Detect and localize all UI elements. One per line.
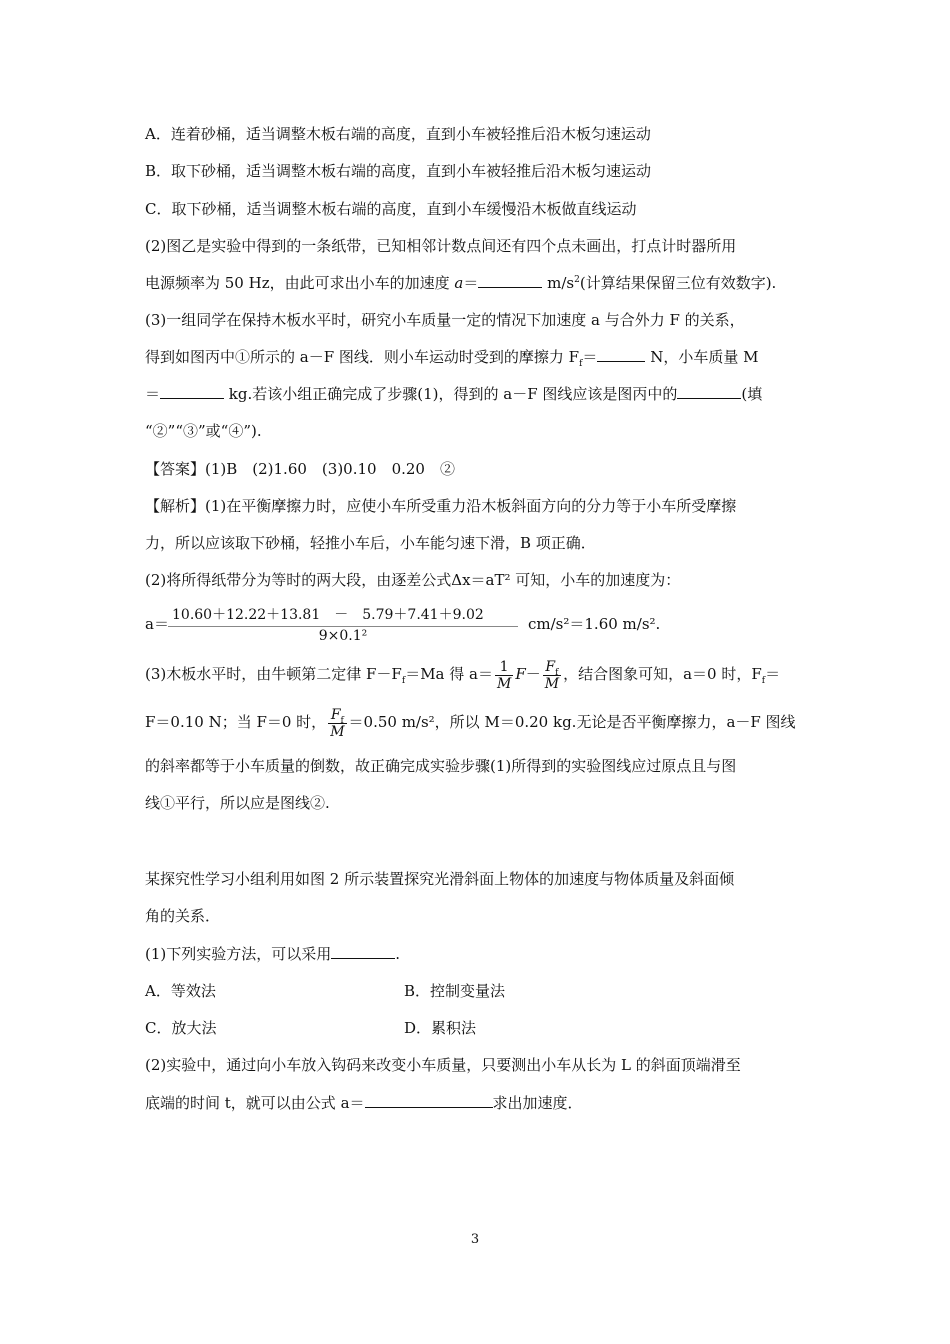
answer-blank-mass — [160, 384, 224, 399]
q2-option-b: B．控制变量法 — [404, 982, 506, 1000]
q2-part1: (1)下列实验方法，可以采用 . — [145, 945, 401, 963]
part3-line3: ＝ kg.若该小组正确完成了步骤(1)，得到的 a－F 图线应该是图丙中的 (填 — [145, 385, 763, 403]
answer-blank-method — [331, 944, 395, 959]
q2-intro-line2: 角的关系． — [145, 907, 221, 925]
formula-numerator: 10.60＋12.22＋13.81 － 5.79＋7.41＋9.02 — [172, 607, 484, 623]
option-a: A．连着砂桶，适当调整木板右端的高度，直到小车被轻推后沿木板匀速运动 — [145, 125, 651, 143]
formula-denominator: 9×0.1² — [318, 628, 368, 644]
part2-line1: (2)图乙是实验中得到的一条纸带，已知相邻计数点间还有四个点未画出，打点计时器所用 — [145, 237, 737, 255]
answer-blank-acceleration — [478, 273, 542, 288]
answer-blank-graph — [677, 384, 741, 399]
q2-option-d: D．累积法 — [404, 1019, 477, 1037]
answer-blank-friction — [597, 347, 645, 362]
analysis-line3: (2)将所得纸带分为等时的两大段，由逐差公式Δx＝aT² 可知，小车的加速度为： — [145, 571, 681, 589]
fraction-ff-over-m-2: $\frac{F_f}{M}$ — [330, 706, 345, 740]
analysis-line7: 线①平行，所以应是图线②. — [145, 794, 330, 812]
fraction-one-over-m: $\frac{1}{M}$ — [496, 658, 512, 692]
analysis-line1: 【解析】(1)在平衡摩擦力时，应使小车所受重力沿木板斜面方向的分力等于小车所受摩擦 — [145, 497, 737, 515]
formula-lhs: a＝ — [145, 615, 169, 633]
part2-line2: 电源频率为 50 Hz，由此可求出小车的加速度 $a= m/s^2$(计算结果保留三位有效数字). — [145, 274, 777, 292]
q2-option-c: C．放大法 — [145, 1019, 217, 1037]
formula-rhs: cm/s²＝1.60 m/s². — [528, 615, 661, 633]
answer-blank-formula — [365, 1093, 493, 1108]
part3-line4: “②”“③”或“④”). — [145, 422, 262, 440]
analysis-line2: 力，所以应该取下砂桶，轻推小车后，小车能匀速下滑，B 项正确． — [145, 534, 596, 552]
analysis-line6: 的斜率都等于小车质量的倒数，故正确完成实验步骤(1)所得到的实验图线应过原点且与图 — [145, 757, 737, 775]
answer-line: 【答案】(1)B (2)1.60 (3)0.10 0.20 ② — [145, 460, 455, 478]
part3-line1: (3)一组同学在保持木板水平时，研究小车质量一定的情况下加速度 a 与合外力 F 的关系， — [145, 311, 745, 329]
q2-option-a: A．等效法 — [145, 982, 216, 1000]
option-b: B．取下砂桶，适当调整木板右端的高度，直到小车被轻推后沿木板匀速运动 — [145, 162, 652, 180]
analysis-line5: F＝0.10 N；当 F＝0 时， $\frac{F_f}{M}$ ＝0.50 m/s²，所以 M＝0.20 kg.无论是否平衡摩擦力，a－F 图线 — [145, 706, 796, 740]
page-number: 3 — [470, 1232, 480, 1247]
analysis-line4: (3)木板水平时，由牛顿第二定律 $F-F_f=Ma$ 得 a＝ $\frac{1}{M}$ F－ $\frac{F_f}{M}$ ，结合图象可知，a＝0 时，$F_f=$ — [145, 658, 781, 692]
q2-intro-line1: 某探究性学习小组利用如图 2 所示装置探究光滑斜面上物体的加速度与物体质量及斜面倾 — [145, 870, 735, 888]
q2-part2-line1: (2)实验中，通过向小车放入钩码来改变小车质量，只要测出小车从长为 L 的斜面顶端滑至 — [145, 1056, 741, 1074]
option-c: C．取下砂桶，适当调整木板右端的高度，直到小车缓慢沿木板做直线运动 — [145, 200, 637, 218]
part3-line2: 得到如图丙中①所示的 a－F 图线．则小车运动时受到的摩擦力 $F_f= N$，小车质量 M — [145, 348, 759, 369]
fraction-ff-over-m: $\frac{F_f}{M}$ — [544, 658, 560, 692]
fraction-bar — [168, 626, 518, 627]
q2-part2-line2: 底端的时间 t，就可以由公式 a＝ 求出加速度． — [145, 1094, 583, 1112]
